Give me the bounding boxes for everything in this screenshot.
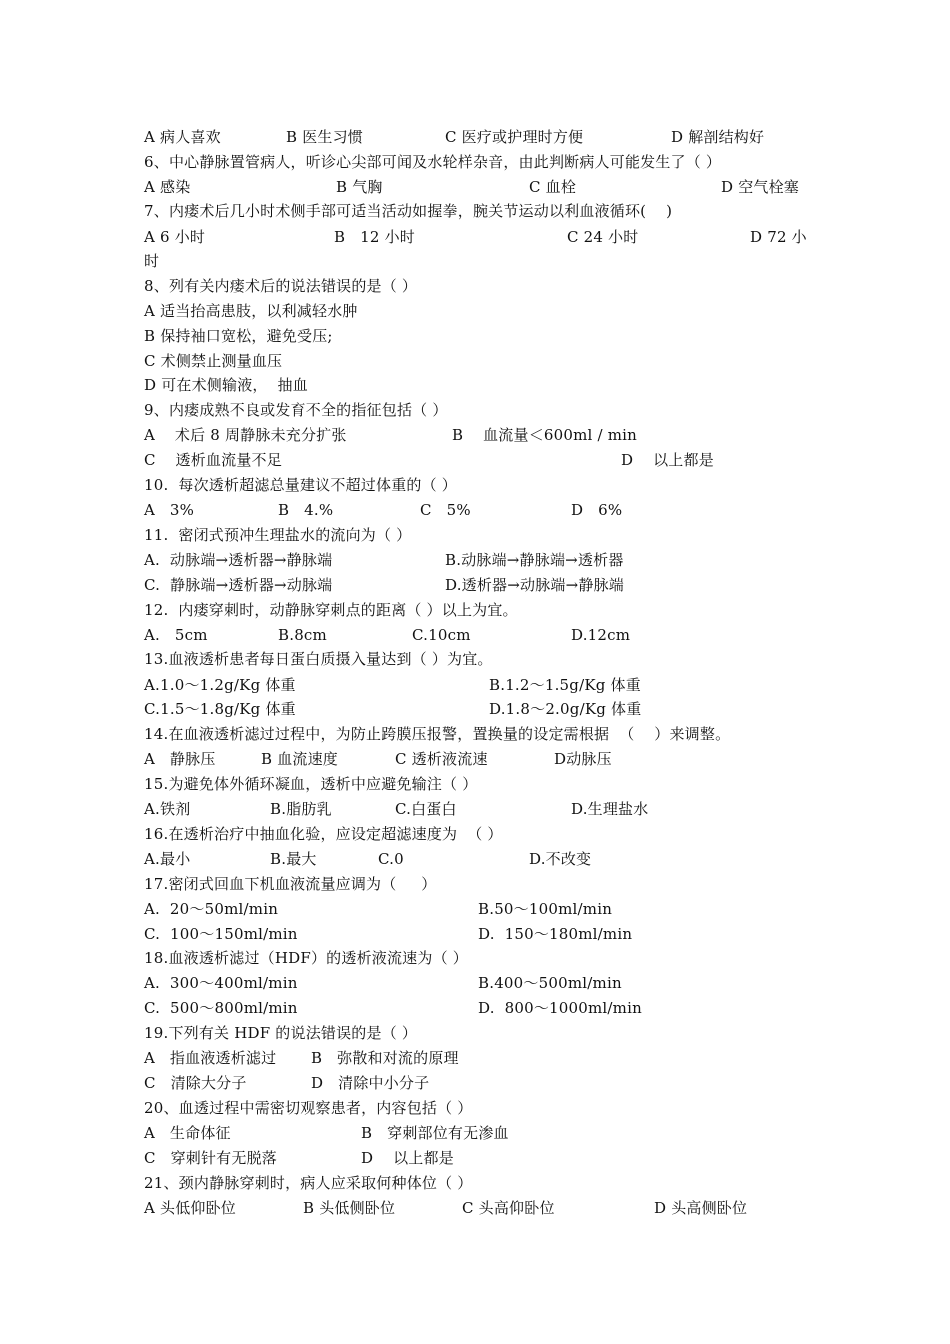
option-a: A 适当抬高患肢，以利减轻水肿	[144, 302, 358, 320]
option-c: C 清除大分子	[144, 1074, 247, 1092]
question-13-options-ab	[0, 673, 950, 697]
option-a: A. 5cm	[144, 626, 208, 644]
option-b: B 医生习惯	[286, 128, 363, 146]
option-d: D 以上都是	[621, 451, 714, 469]
question-7-stem	[0, 199, 950, 223]
question-8-stem	[0, 274, 950, 298]
question-text: 13.血液透析患者每日蛋白质摄入量达到（ ）为宜。	[144, 650, 493, 668]
option-b: B 弥散和对流的原理	[311, 1049, 459, 1067]
option-c: C 透析血流量不足	[144, 451, 282, 469]
question-text: 7、内瘘术后几小时术侧手部可适当活动如握拳，腕关节运动以利血液循环( )	[144, 202, 673, 220]
question-text: 14.在血液透析滤过过程中，为防止跨膜压报警，置换量的设定需根据 （ ）来调整。	[144, 725, 731, 743]
option-d: D.1.8～2.0g/Kg 体重	[489, 700, 642, 718]
option-d: D 6%	[571, 501, 623, 519]
question-text: 18.血液透析滤过（HDF）的透析液流速为（ ）	[144, 949, 468, 967]
option-a: A 头低仰卧位	[144, 1199, 237, 1217]
option-d: D 解剖结构好	[671, 128, 765, 146]
option-a: A 3%	[144, 501, 195, 519]
option-c: C 血栓	[529, 178, 577, 196]
option-d: D 以上都是	[361, 1149, 454, 1167]
option-a: A 术后 8 周静脉未充分扩张	[144, 426, 347, 444]
question-9-options-cd	[0, 448, 950, 472]
option-c: C.0	[378, 850, 404, 868]
option-b: B 保持袖口宽松，避免受压;	[144, 327, 333, 345]
question-18-options-cd	[0, 996, 950, 1020]
question-19-stem	[0, 1021, 950, 1045]
option-d: D 头高侧卧位	[654, 1199, 748, 1217]
option-c: C.1.5～1.8g/Kg 体重	[144, 700, 296, 718]
question-text: 15.为避免体外循环凝血，透析中应避免输注（ ）	[144, 775, 478, 793]
option-a: A. 300～400ml/min	[144, 974, 298, 992]
option-b: B 穿刺部位有无渗血	[361, 1124, 509, 1142]
option-a: A 病人喜欢	[144, 128, 221, 146]
question-6-stem	[0, 150, 950, 174]
option-d: D 可在术侧输液， 抽血	[144, 376, 308, 394]
question-20-options-cd	[0, 1146, 950, 1170]
question-7-options	[0, 225, 950, 249]
option-b: B.8cm	[278, 626, 327, 644]
question-20-stem	[0, 1096, 950, 1120]
option-a: A.最小	[144, 850, 191, 868]
option-d: D.不改变	[529, 850, 592, 868]
option-b: B 头低侧卧位	[303, 1199, 396, 1217]
option-b: B 4.%	[278, 501, 334, 519]
question-7-options-wrap	[0, 249, 950, 273]
option-c: C. 100～150ml/min	[144, 925, 298, 943]
option-a: A 6 小时	[144, 228, 206, 246]
option-b: B.脂肪乳	[270, 800, 332, 818]
question-text: 10. 每次透析超滤总量建议不超过体重的（ ）	[144, 476, 457, 494]
option-d: D.生理盐水	[571, 800, 649, 818]
question-19-options-ab	[0, 1046, 950, 1070]
question-8-option-a	[0, 299, 950, 323]
question-9-options-ab	[0, 423, 950, 447]
question-text: 21、颈内静脉穿刺时，病人应采取何种体位（ ）	[144, 1174, 473, 1192]
option-a: A. 20～50ml/min	[144, 900, 279, 918]
option-c: C 医疗或护理时方便	[445, 128, 584, 146]
question-17-options-ab	[0, 897, 950, 921]
question-13-stem	[0, 647, 950, 671]
question-21-options	[0, 1196, 950, 1220]
question-8-option-b	[0, 324, 950, 348]
question-text: 8、列有关内瘘术后的说法错误的是（ ）	[144, 277, 418, 295]
option-d: D 空气栓塞	[721, 178, 799, 196]
option-b: B 血流速度	[261, 750, 338, 768]
option-c: C.10cm	[412, 626, 471, 644]
option-a: A 指血液透析滤过	[144, 1049, 277, 1067]
option-c: C 穿刺针有无脱落	[144, 1149, 277, 1167]
option-d: D 清除中小分子	[311, 1074, 430, 1092]
question-18-options-ab	[0, 971, 950, 995]
question-14-options	[0, 747, 950, 771]
question-12-stem	[0, 598, 950, 622]
option-d: D 72 小	[750, 228, 807, 246]
option-b: B.动脉端→静脉端→透析器	[445, 551, 624, 569]
question-17-options-cd	[0, 922, 950, 946]
question-11-options-cd	[0, 573, 950, 597]
question-8-option-c	[0, 349, 950, 373]
question-text: 20、血透过程中需密切观察患者，内容包括（ ）	[144, 1099, 473, 1117]
question-11-stem	[0, 523, 950, 547]
option-a: A 生命体征	[144, 1124, 231, 1142]
option-b: B.50～100ml/min	[478, 900, 613, 918]
question-text: 16.在透析治疗中抽血化验，应设定超滤速度为 （ ）	[144, 825, 503, 843]
question-21-stem	[0, 1171, 950, 1195]
option-a: A.1.0～1.2g/Kg 体重	[144, 676, 296, 694]
option-a: A. 动脉端→透析器→静脉端	[144, 551, 333, 569]
question-10-options	[0, 498, 950, 522]
question-text: 17.密闭式回血下机血液流量应调为（ ）	[144, 875, 437, 893]
question-text: 9、内瘘成熟不良或发育不全的指征包括（ ）	[144, 401, 448, 419]
question-13-options-cd	[0, 697, 950, 721]
option-a: A.铁剂	[144, 800, 191, 818]
option-b: B 12 小时	[334, 228, 415, 246]
question-text: 6、中心静脉置管病人，听诊心尖部可闻及水轮样杂音，由此判断病人可能发生了（ ）	[144, 153, 722, 171]
question-20-options-ab	[0, 1121, 950, 1145]
question-10-stem	[0, 473, 950, 497]
question-text: 11. 密闭式预冲生理盐水的流向为（ ）	[144, 526, 412, 544]
option-c: C.白蛋白	[395, 800, 457, 818]
question-16-stem	[0, 822, 950, 846]
question-15-stem	[0, 772, 950, 796]
option-d: D动脉压	[554, 750, 612, 768]
option-c: C 头高仰卧位	[462, 1199, 555, 1217]
question-9-stem	[0, 398, 950, 422]
option-c: C 透析液流速	[395, 750, 488, 768]
option-d: D. 150～180ml/min	[478, 925, 633, 943]
option-a: A 感染	[144, 178, 191, 196]
option-b: B 血流量＜600ml / min	[452, 426, 638, 444]
question-text: 19.下列有关 HDF 的说法错误的是（ ）	[144, 1024, 418, 1042]
option-c: C 术侧禁止测量血压	[144, 352, 283, 370]
question-17-stem	[0, 872, 950, 896]
option-c: C. 500～800ml/min	[144, 999, 298, 1017]
option-d: D. 800～1000ml/min	[478, 999, 642, 1017]
question-15-options	[0, 797, 950, 821]
option-c: C 24 小时	[567, 228, 639, 246]
question-11-options-ab	[0, 548, 950, 572]
question-8-option-d	[0, 373, 950, 397]
option-c: C. 静脉端→透析器→动脉端	[144, 576, 333, 594]
question-12-options	[0, 623, 950, 647]
question-14-stem	[0, 722, 950, 746]
question-6-options	[0, 175, 950, 199]
option-b: B.最大	[270, 850, 317, 868]
option-d: D.12cm	[571, 626, 631, 644]
option-b: B.1.2～1.5g/Kg 体重	[489, 676, 641, 694]
option-a: A 静脉压	[144, 750, 216, 768]
option-b: B 气胸	[336, 178, 383, 196]
question-18-stem	[0, 946, 950, 970]
question-19-options-cd	[0, 1071, 950, 1095]
option-c: C 5%	[420, 501, 471, 519]
wrapped-text: 时	[144, 252, 160, 270]
question-text: 12. 内瘘穿刺时，动静脉穿刺点的距离（ ）以上为宜。	[144, 601, 518, 619]
option-d: D.透析器→动脉端→静脉端	[445, 576, 624, 594]
question-16-options	[0, 847, 950, 871]
option-b: B.400～500ml/min	[478, 974, 622, 992]
question-5-options	[0, 125, 950, 149]
